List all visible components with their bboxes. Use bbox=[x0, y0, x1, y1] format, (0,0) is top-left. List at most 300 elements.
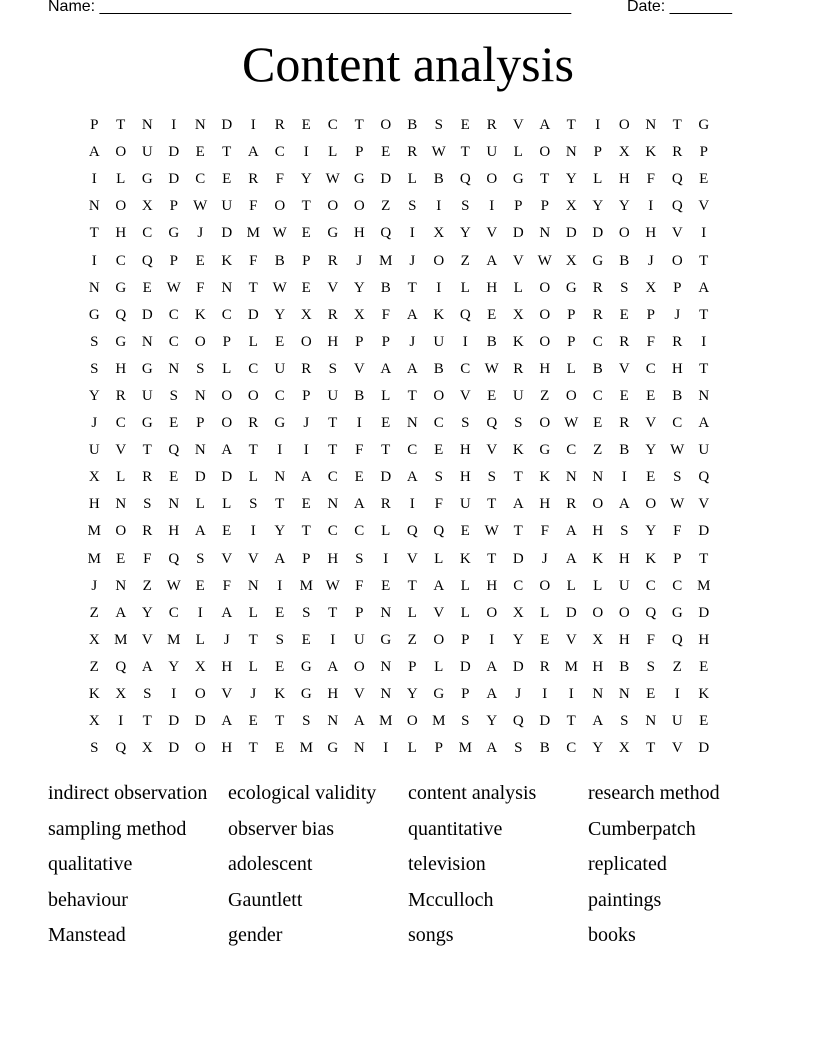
grid-letter: O bbox=[300, 333, 312, 350]
grid-letter: I bbox=[277, 577, 283, 594]
grid-letter: E bbox=[301, 225, 311, 242]
grid-letter: O bbox=[115, 198, 127, 215]
grid-letter: X bbox=[353, 306, 365, 323]
grid-letter: N bbox=[406, 415, 418, 432]
grid-letter: N bbox=[88, 198, 100, 215]
grid-letter: G bbox=[168, 225, 180, 242]
grid-letter: I bbox=[489, 198, 495, 215]
grid-letter: I bbox=[621, 469, 627, 486]
grid-letter: T bbox=[566, 117, 576, 134]
grid-letter: G bbox=[141, 360, 153, 377]
grid-letter: T bbox=[116, 117, 126, 134]
grid-letter: F bbox=[249, 252, 258, 269]
grid-letter: E bbox=[699, 171, 709, 188]
grid-letter: Q bbox=[380, 225, 392, 242]
grid-letter: O bbox=[592, 496, 604, 513]
grid-letter: Q bbox=[406, 523, 418, 540]
grid-letter: O bbox=[618, 225, 630, 242]
word-list bbox=[48, 778, 768, 956]
word-list-item: Mcculloch bbox=[408, 888, 494, 911]
grid-letter: N bbox=[698, 387, 710, 404]
grid-letter: Z bbox=[672, 658, 682, 675]
grid-letter: B bbox=[619, 658, 630, 675]
grid-letter: E bbox=[301, 631, 311, 648]
grid-letter: Y bbox=[88, 387, 100, 404]
grid-letter: D bbox=[168, 713, 180, 730]
grid-letter: M bbox=[299, 740, 313, 757]
grid-letter: X bbox=[565, 198, 577, 215]
word-list-item: ecological validity bbox=[228, 782, 377, 804]
grid-letter: H bbox=[221, 658, 233, 675]
grid-letter: A bbox=[406, 469, 418, 486]
grid-letter: Z bbox=[142, 577, 152, 594]
grid-letter: W bbox=[484, 360, 499, 377]
grid-letter: F bbox=[646, 171, 655, 188]
grid-letter: T bbox=[328, 442, 338, 459]
grid-letter: T bbox=[487, 550, 497, 567]
grid-letter: E bbox=[195, 252, 205, 269]
grid-letter: N bbox=[618, 686, 630, 703]
grid-letter: H bbox=[539, 360, 551, 377]
word-list-item: television bbox=[408, 853, 486, 875]
grid-letter: N bbox=[327, 713, 339, 730]
grid-letter: T bbox=[407, 577, 417, 594]
grid-letter: S bbox=[143, 686, 152, 703]
grid-letter: S bbox=[434, 469, 443, 486]
grid-letter: J bbox=[356, 252, 363, 269]
grid-letter: W bbox=[537, 252, 552, 269]
grid-letter: L bbox=[513, 279, 523, 296]
grid-letter: G bbox=[565, 279, 577, 296]
grid-letter: J bbox=[91, 415, 98, 432]
grid-letter: F bbox=[249, 198, 258, 215]
grid-letter: L bbox=[248, 469, 258, 486]
grid-letter: S bbox=[169, 387, 178, 404]
grid-letter: R bbox=[248, 171, 259, 188]
grid-letter: J bbox=[409, 252, 416, 269]
grid-letter: P bbox=[567, 306, 576, 323]
grid-letter: L bbox=[381, 387, 391, 404]
grid-letter: I bbox=[409, 496, 415, 513]
grid-letter: M bbox=[167, 631, 181, 648]
grid-letter: C bbox=[672, 415, 683, 432]
grid-letter: M bbox=[87, 550, 101, 567]
grid-letter: X bbox=[88, 713, 100, 730]
grid-letter: D bbox=[380, 469, 392, 486]
grid-letter: D bbox=[221, 225, 233, 242]
grid-letter: O bbox=[618, 604, 630, 621]
grid-letter: I bbox=[91, 171, 97, 188]
grid-letter: U bbox=[618, 577, 630, 594]
grid-letter: K bbox=[512, 442, 524, 459]
grid-letter: G bbox=[115, 333, 127, 350]
grid-letter: D bbox=[221, 469, 233, 486]
grid-letter: M bbox=[87, 523, 101, 540]
grid-letter: S bbox=[355, 550, 364, 567]
grid-letter: K bbox=[274, 686, 286, 703]
grid-letter: M bbox=[564, 658, 578, 675]
grid-letter: Y bbox=[168, 658, 180, 675]
grid-letter: I bbox=[462, 333, 468, 350]
grid-letter: R bbox=[142, 469, 153, 486]
grid-letter: Y bbox=[645, 442, 657, 459]
grid-letter: R bbox=[672, 144, 683, 161]
grid-letter: E bbox=[169, 415, 179, 432]
grid-letter: E bbox=[195, 577, 205, 594]
grid-letter: L bbox=[434, 550, 444, 567]
grid-letter: O bbox=[327, 198, 339, 215]
grid-letter: Z bbox=[460, 252, 470, 269]
grid-letter: T bbox=[248, 740, 258, 757]
grid-letter: E bbox=[381, 144, 391, 161]
grid-letter: C bbox=[354, 523, 365, 540]
grid-letter: V bbox=[645, 415, 657, 432]
grid-letter: W bbox=[325, 171, 340, 188]
grid-letter: P bbox=[355, 144, 364, 161]
grid-letter: G bbox=[592, 252, 604, 269]
grid-letter: Q bbox=[115, 306, 127, 323]
grid-letter: D bbox=[539, 713, 551, 730]
grid-letter: W bbox=[670, 496, 685, 513]
grid-letter: P bbox=[169, 252, 178, 269]
grid-letter: B bbox=[619, 442, 630, 459]
grid-letter: Y bbox=[274, 523, 286, 540]
grid-letter: V bbox=[221, 686, 233, 703]
grid-letter: H bbox=[618, 171, 630, 188]
grid-letter: O bbox=[539, 279, 551, 296]
grid-letter: R bbox=[592, 306, 603, 323]
grid-letter: L bbox=[222, 360, 232, 377]
grid-letter: G bbox=[327, 225, 339, 242]
grid-letter: O bbox=[539, 415, 551, 432]
grid-letter: U bbox=[698, 442, 710, 459]
grid-letter: O bbox=[274, 198, 286, 215]
word-list-item: songs bbox=[408, 924, 454, 946]
grid-letter: H bbox=[327, 686, 339, 703]
grid-letter: D bbox=[512, 225, 524, 242]
grid-letter: K bbox=[592, 550, 604, 567]
grid-letter: T bbox=[487, 496, 497, 513]
grid-letter: T bbox=[699, 550, 709, 567]
grid-letter: U bbox=[141, 387, 153, 404]
grid-letter: S bbox=[487, 469, 496, 486]
grid-letter: K bbox=[539, 469, 551, 486]
grid-letter: H bbox=[353, 225, 365, 242]
grid-letter: F bbox=[646, 631, 655, 648]
grid-letter: L bbox=[460, 279, 470, 296]
grid-letter: C bbox=[274, 144, 285, 161]
grid-letter: I bbox=[383, 740, 389, 757]
grid-letter: E bbox=[646, 469, 656, 486]
grid-letter: C bbox=[142, 225, 153, 242]
grid-letter: C bbox=[645, 360, 656, 377]
grid-letter: Q bbox=[115, 740, 127, 757]
grid-letter: T bbox=[142, 442, 152, 459]
grid-letter: I bbox=[171, 686, 177, 703]
grid-letter: R bbox=[592, 279, 603, 296]
word-list-item: indirect observation bbox=[48, 782, 208, 804]
grid-letter: E bbox=[275, 658, 285, 675]
grid-letter: T bbox=[248, 631, 258, 648]
grid-letter: D bbox=[565, 225, 577, 242]
word-list-item: behaviour bbox=[48, 888, 128, 911]
grid-letter: V bbox=[433, 604, 445, 621]
grid-letter: H bbox=[327, 333, 339, 350]
grid-letter: Q bbox=[671, 171, 683, 188]
grid-letter: Y bbox=[592, 198, 604, 215]
grid-letter: E bbox=[195, 144, 205, 161]
grid-letter: H bbox=[592, 658, 604, 675]
worksheet-header bbox=[48, 0, 768, 20]
grid-letter: E bbox=[434, 442, 444, 459]
grid-letter: E bbox=[222, 171, 232, 188]
grid-letter: A bbox=[406, 360, 418, 377]
grid-letter: R bbox=[327, 306, 338, 323]
grid-letter: U bbox=[274, 360, 286, 377]
grid-letter: E bbox=[619, 306, 629, 323]
grid-letter: E bbox=[699, 658, 709, 675]
grid-letter: X bbox=[512, 306, 524, 323]
grid-letter: D bbox=[459, 658, 471, 675]
grid-letter: K bbox=[645, 144, 657, 161]
grid-letter: T bbox=[699, 306, 709, 323]
grid-letter: E bbox=[222, 523, 232, 540]
grid-letter: P bbox=[673, 279, 682, 296]
grid-letter: T bbox=[142, 713, 152, 730]
grid-letter: I bbox=[568, 686, 574, 703]
grid-letter: Y bbox=[459, 225, 471, 242]
grid-letter: X bbox=[565, 252, 577, 269]
grid-letter: M bbox=[246, 225, 260, 242]
grid-letter: U bbox=[486, 144, 498, 161]
grid-letter: T bbox=[222, 144, 232, 161]
grid-letter: V bbox=[512, 117, 524, 134]
grid-letter: O bbox=[539, 306, 551, 323]
grid-letter: L bbox=[248, 604, 258, 621]
grid-letter: K bbox=[512, 333, 524, 350]
grid-letter: A bbox=[592, 713, 604, 730]
grid-letter: D bbox=[247, 306, 259, 323]
grid-letter: M bbox=[114, 631, 128, 648]
grid-letter: R bbox=[248, 415, 259, 432]
grid-letter: O bbox=[486, 604, 498, 621]
grid-letter: E bbox=[381, 577, 391, 594]
grid-letter: W bbox=[564, 415, 579, 432]
grid-letter: J bbox=[541, 550, 548, 567]
grid-letter: C bbox=[566, 442, 577, 459]
grid-letter: A bbox=[221, 713, 233, 730]
grid-letter: P bbox=[434, 740, 443, 757]
grid-letter: A bbox=[486, 252, 498, 269]
grid-letter: E bbox=[301, 279, 311, 296]
grid-letter: B bbox=[354, 387, 365, 404]
grid-letter: N bbox=[645, 117, 657, 134]
grid-letter: N bbox=[194, 387, 206, 404]
grid-letter: P bbox=[514, 198, 523, 215]
grid-letter: V bbox=[247, 550, 259, 567]
grid-letter: P bbox=[355, 333, 364, 350]
word-list-item: research method bbox=[588, 782, 720, 804]
grid-letter: N bbox=[592, 469, 604, 486]
word-list-item: Gauntlett bbox=[228, 888, 303, 911]
grid-letter: Y bbox=[141, 604, 153, 621]
grid-letter: P bbox=[196, 415, 205, 432]
grid-letter: K bbox=[194, 306, 206, 323]
grid-letter: I bbox=[91, 252, 97, 269]
grid-letter: S bbox=[646, 658, 655, 675]
grid-letter: E bbox=[460, 117, 470, 134]
grid-letter: L bbox=[540, 604, 550, 621]
grid-letter: J bbox=[303, 415, 310, 432]
grid-letter: A bbox=[141, 658, 153, 675]
grid-letter: G bbox=[433, 686, 445, 703]
grid-letter: I bbox=[277, 442, 283, 459]
grid-letter: J bbox=[515, 686, 522, 703]
grid-letter: O bbox=[194, 686, 206, 703]
grid-letter: L bbox=[328, 144, 338, 161]
grid-letter: S bbox=[196, 360, 205, 377]
word-list-item: books bbox=[588, 924, 636, 946]
grid-letter: P bbox=[302, 252, 311, 269]
grid-letter: U bbox=[433, 333, 445, 350]
grid-letter: T bbox=[248, 279, 258, 296]
grid-letter: A bbox=[115, 604, 127, 621]
grid-letter: E bbox=[487, 387, 497, 404]
grid-letter: T bbox=[672, 117, 682, 134]
grid-letter: O bbox=[539, 144, 551, 161]
grid-letter: O bbox=[194, 740, 206, 757]
grid-letter: P bbox=[408, 658, 417, 675]
grid-letter: N bbox=[380, 658, 392, 675]
grid-letter: D bbox=[168, 171, 180, 188]
grid-letter: I bbox=[436, 279, 442, 296]
grid-letter: X bbox=[592, 631, 604, 648]
grid-letter: C bbox=[221, 306, 232, 323]
grid-letter: J bbox=[223, 631, 230, 648]
grid-letter: W bbox=[193, 198, 208, 215]
grid-letter: S bbox=[90, 360, 99, 377]
grid-letter: X bbox=[141, 740, 153, 757]
grid-letter: X bbox=[645, 279, 657, 296]
puzzle-title: Content analysis bbox=[242, 36, 574, 92]
grid-letter: E bbox=[116, 550, 126, 567]
grid-letter: I bbox=[674, 686, 680, 703]
grid-letter: Q bbox=[486, 415, 498, 432]
grid-letter: F bbox=[275, 171, 284, 188]
grid-letter: A bbox=[380, 360, 392, 377]
grid-letter: R bbox=[142, 523, 153, 540]
grid-letter: L bbox=[222, 496, 232, 513]
grid-letter: J bbox=[647, 252, 654, 269]
grid-letter: E bbox=[619, 387, 629, 404]
grid-letter: R bbox=[513, 360, 524, 377]
grid-letter: N bbox=[141, 333, 153, 350]
grid-letter: C bbox=[592, 333, 603, 350]
grid-letter: T bbox=[248, 442, 258, 459]
grid-letter: M bbox=[458, 740, 472, 757]
grid-letter: G bbox=[671, 604, 683, 621]
grid-letter: S bbox=[408, 198, 417, 215]
grid-letter: T bbox=[328, 604, 338, 621]
grid-letter: F bbox=[355, 442, 364, 459]
grid-letter: Z bbox=[407, 631, 417, 648]
grid-letter: Y bbox=[512, 631, 524, 648]
grid-letter: O bbox=[115, 523, 127, 540]
grid-letter: I bbox=[542, 686, 548, 703]
grid-letter: H bbox=[618, 631, 630, 648]
grid-letter: P bbox=[593, 144, 602, 161]
grid-letter: R bbox=[327, 252, 338, 269]
grid-letter: H bbox=[327, 550, 339, 567]
grid-letter: C bbox=[168, 333, 179, 350]
grid-letter: A bbox=[433, 577, 445, 594]
grid-letter: M bbox=[299, 577, 313, 594]
grid-letter: E bbox=[275, 604, 285, 621]
grid-letter: R bbox=[672, 333, 683, 350]
grid-letter: N bbox=[380, 686, 392, 703]
grid-letter: F bbox=[381, 306, 390, 323]
grid-letter: J bbox=[674, 306, 681, 323]
grid-letter: L bbox=[513, 144, 523, 161]
grid-letter: H bbox=[221, 740, 233, 757]
grid-letter: T bbox=[407, 387, 417, 404]
grid-letter: F bbox=[196, 279, 205, 296]
grid-letter: V bbox=[671, 225, 683, 242]
grid-letter: C bbox=[672, 577, 683, 594]
grid-letter: B bbox=[539, 740, 550, 757]
grid-letter: S bbox=[328, 360, 337, 377]
grid-letter: S bbox=[90, 740, 99, 757]
grid-letter: Q bbox=[512, 713, 524, 730]
grid-letter: V bbox=[698, 496, 710, 513]
grid-letter: F bbox=[540, 523, 549, 540]
grid-letter: H bbox=[645, 225, 657, 242]
grid-letter: Q bbox=[168, 550, 180, 567]
grid-letter: I bbox=[118, 713, 124, 730]
grid-letter: I bbox=[701, 225, 707, 242]
grid-letter: L bbox=[195, 496, 205, 513]
grid-letter: R bbox=[619, 333, 630, 350]
grid-letter: H bbox=[115, 360, 127, 377]
grid-letter: H bbox=[592, 523, 604, 540]
grid-letter: A bbox=[618, 496, 630, 513]
grid-letter: G bbox=[512, 171, 524, 188]
grid-letter: O bbox=[353, 198, 365, 215]
grid-letter: A bbox=[194, 523, 206, 540]
grid-letter: H bbox=[168, 523, 180, 540]
grid-letter: X bbox=[141, 198, 153, 215]
grid-letter: W bbox=[670, 442, 685, 459]
grid-letter: W bbox=[166, 577, 181, 594]
grid-letter: R bbox=[115, 387, 126, 404]
grid-letter: O bbox=[194, 333, 206, 350]
grid-letter: G bbox=[300, 658, 312, 675]
grid-letter: A bbox=[565, 550, 577, 567]
grid-letter: C bbox=[592, 387, 603, 404]
grid-letter: V bbox=[459, 387, 471, 404]
grid-letter: X bbox=[618, 740, 630, 757]
grid-letter: W bbox=[484, 523, 499, 540]
grid-letter: B bbox=[592, 360, 603, 377]
grid-letter: V bbox=[353, 686, 365, 703]
grid-letter: G bbox=[380, 631, 392, 648]
grid-letter: G bbox=[88, 306, 100, 323]
grid-letter: F bbox=[222, 577, 231, 594]
grid-letter: O bbox=[433, 252, 445, 269]
grid-letter: Z bbox=[89, 604, 99, 621]
grid-letter: C bbox=[274, 387, 285, 404]
grid-letter: E bbox=[354, 469, 364, 486]
